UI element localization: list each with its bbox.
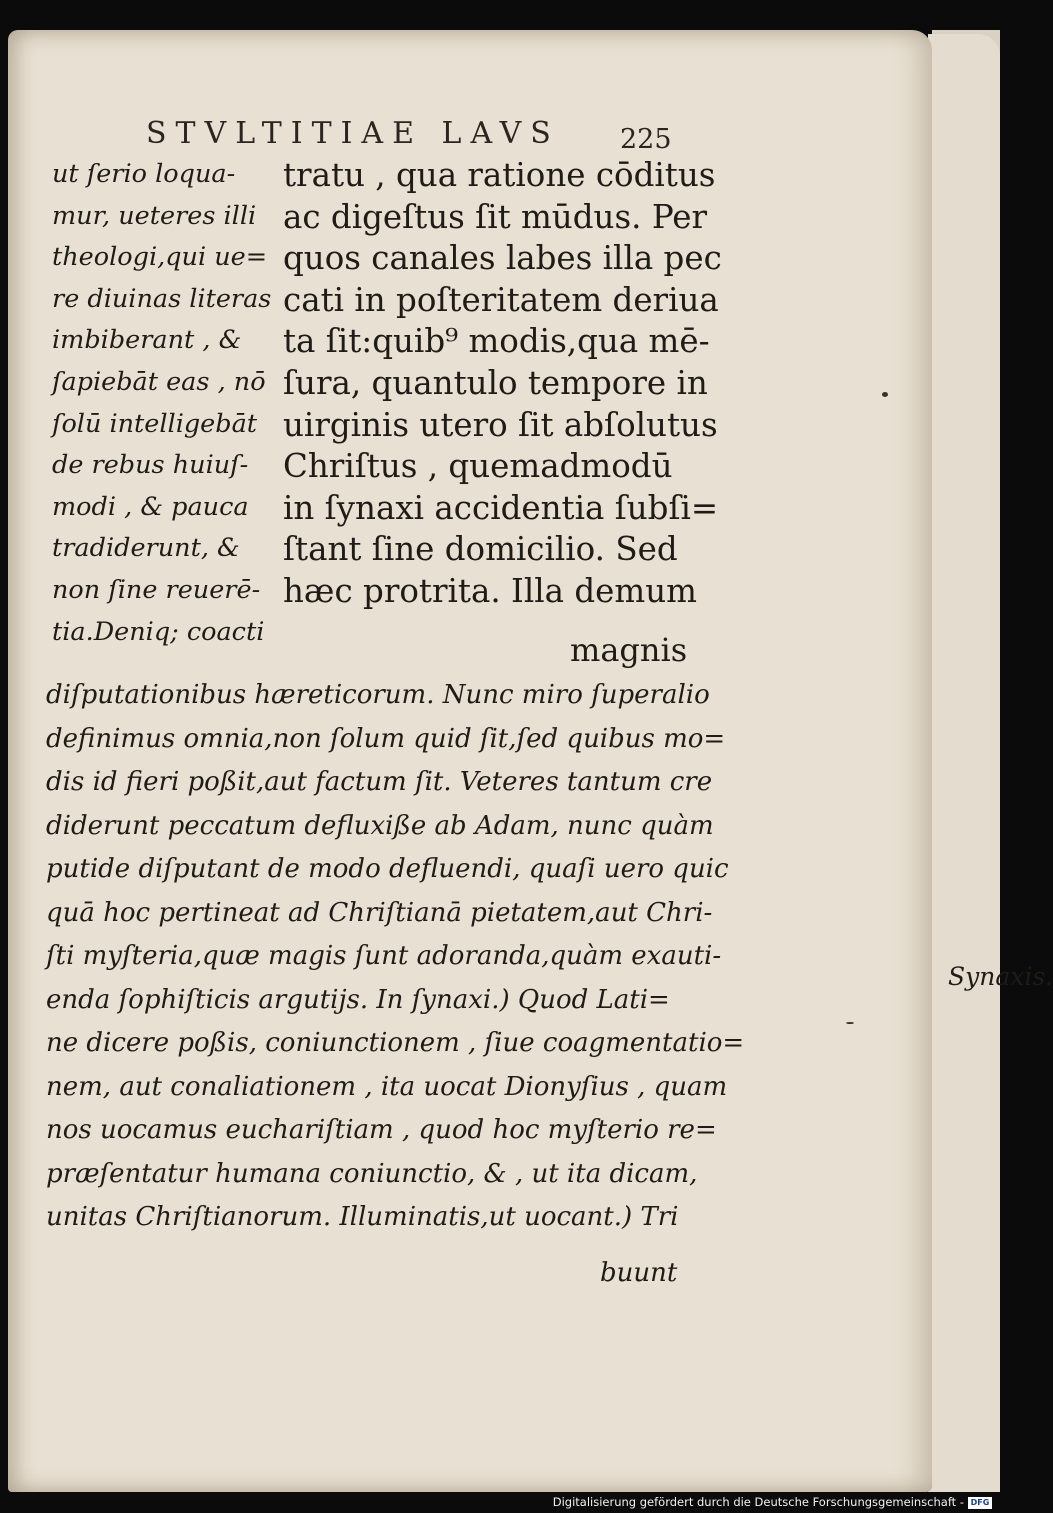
main-text-line: ta ſit:quib⁹ modis,qua mē- xyxy=(283,322,710,361)
gloss-line: tradiderunt, & xyxy=(52,533,240,564)
funding-credit: Digitalisierung gefördert durch die Deutsche Forschungsgemeinschaft - xyxy=(552,1495,964,1509)
gloss-line: de rebus huiuſ- xyxy=(52,450,249,481)
commentary-line: diderunt peccatum defluxiße ab Adam, nunc quàm xyxy=(46,810,714,841)
gloss-line: theologi,qui ue= xyxy=(52,242,268,273)
margin-note-synaxis: Synaxis. xyxy=(948,962,1053,991)
gloss-line: ut ſerio loqua- xyxy=(52,159,236,189)
main-text-line: ac digeſtus ſit mūdus. Per xyxy=(283,197,707,236)
gloss-line: imbiberant , & xyxy=(52,325,242,356)
page-right-margin xyxy=(928,34,1000,1492)
catchword-commentary: buunt xyxy=(600,1258,678,1288)
main-text-line: hæc protrita. Illa demum xyxy=(283,571,697,610)
commentary-line: præſentatur humana coniunctio, & , ut ita dicam, xyxy=(46,1158,698,1189)
gloss-line: re diuinas literas xyxy=(52,283,272,314)
main-text-column xyxy=(283,155,722,613)
gloss-line: ſapiebāt eas , nō xyxy=(52,366,266,397)
commentary-line: definimus omnia,non ſolum quid ſit,ſed quibus mo= xyxy=(46,723,726,754)
gloss-line: modi , & pauca xyxy=(52,491,249,522)
dfg-logo: DFG xyxy=(968,1497,992,1509)
main-text-line: tratu , qua ratione cōditus xyxy=(283,156,716,194)
commentary-line: diſputationibus hæreticorum. Nunc miro ſuperalio xyxy=(46,680,710,710)
commentary-block xyxy=(46,674,744,1240)
commentary-line: unitas Chriſtianorum. Illuminatis,ut uocant.) Tri xyxy=(46,1202,679,1232)
main-text-line: ſura, quantulo tempore in xyxy=(283,363,708,402)
main-text-line: cati in poſteritatem deriua xyxy=(283,280,719,319)
commentary-line: ſti myſteria,quæ magis ſunt adoranda,quàm exauti- xyxy=(46,941,722,971)
running-title: STVLTITIAE LAVS xyxy=(146,116,560,151)
gloss-line: non ſine reuerē- xyxy=(52,574,261,605)
commentary-line: ne dicere poßis, coniunctionem , ſiue coagmentatio= xyxy=(46,1028,745,1058)
book-page xyxy=(8,30,932,1492)
gloss-line: mur, ueteres illi xyxy=(52,200,257,231)
gloss-line: tia.Deniq; coacti xyxy=(52,616,265,647)
ink-speck xyxy=(882,392,888,397)
page-number: 225 xyxy=(620,124,672,155)
main-text-line: quos canales labes illa pec xyxy=(283,239,722,278)
commentary-line: quā hoc pertineat ad Chriſtianā pietatem,aut Chri- xyxy=(46,897,713,928)
main-text-line: ſtant ſine domicilio. Sed xyxy=(283,530,678,569)
commentary-line: enda ſophiſticis argutijs. In ſynaxi.) Quod Lati= xyxy=(46,984,670,1015)
ink-speck xyxy=(846,1022,854,1024)
catchword-main: magnis xyxy=(570,631,688,669)
main-text-line: in ſynaxi accidentia ſubſi= xyxy=(283,488,719,527)
gloss-line: ſolū intelligebāt xyxy=(52,408,258,439)
commentary-line: nem, aut conaliationem , ita uocat Dionyſius , quam xyxy=(46,1071,728,1102)
commentary-line: nos uocamus euchariſtiam , quod hoc myſterio re= xyxy=(46,1115,717,1145)
commentary-line: dis id fieri poßit,aut factum ſit. Veteres tantum cre xyxy=(46,767,713,797)
marginal-gloss-column xyxy=(52,154,271,653)
commentary-line: putide diſputant de modo defluendi, quaſi uero quic xyxy=(46,854,729,884)
main-text-line: Chriſtus , quemadmodū xyxy=(283,447,673,486)
main-text-line: uirginis utero ſit abſolutus xyxy=(283,405,718,444)
